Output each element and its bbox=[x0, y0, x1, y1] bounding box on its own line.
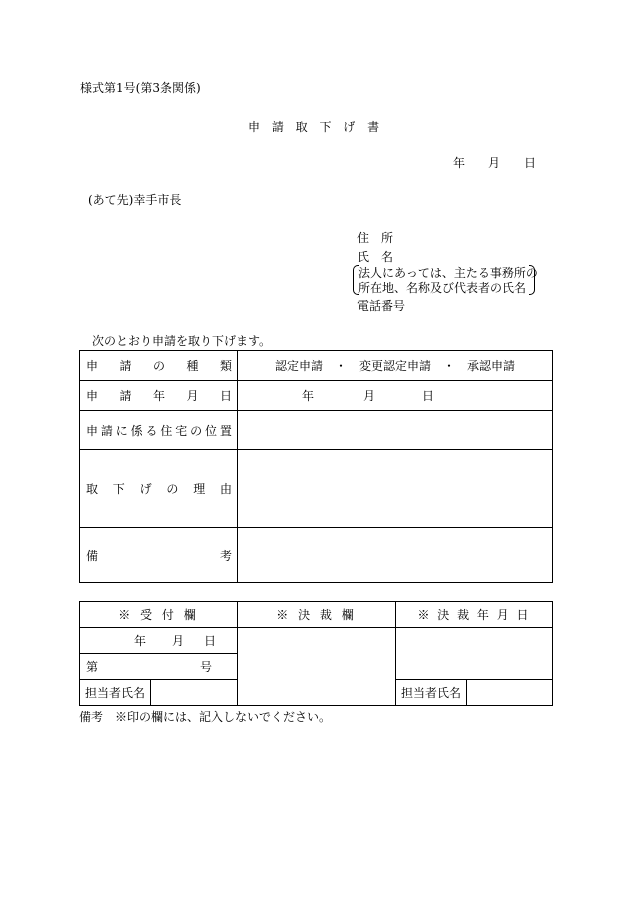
reception-header: ※ 受 付 欄 bbox=[80, 602, 238, 628]
number-suffix: 号 bbox=[200, 660, 213, 674]
person-in-charge-right-field[interactable] bbox=[467, 680, 553, 706]
form-number: 様式第1号(第3条関係) bbox=[80, 81, 201, 95]
footnote: 備考 ※印の欄には、記入しないでください。 bbox=[79, 710, 332, 724]
person-in-charge-left-label: 担当者氏名 bbox=[80, 680, 151, 706]
application-table bbox=[79, 350, 553, 583]
decision-date-field[interactable] bbox=[396, 628, 553, 680]
date-year: 年 bbox=[453, 156, 466, 170]
decision-header: ※ 決 裁 欄 bbox=[238, 602, 396, 628]
date-month: 月 bbox=[488, 156, 501, 170]
application-date-label: 申 請 年 月 日 bbox=[80, 381, 238, 411]
application-type-options[interactable]: 認定申請 ・ 変更認定申請 ・ 承認申請 bbox=[238, 351, 553, 381]
name-label: 氏 名 bbox=[357, 250, 394, 264]
reception-number-cell[interactable] bbox=[80, 654, 238, 680]
person-in-charge-left-field[interactable] bbox=[151, 680, 238, 706]
remarks-field[interactable] bbox=[238, 528, 553, 583]
page-title: 申 請 取 下 げ 書 bbox=[248, 120, 384, 134]
withdrawal-reason-field[interactable] bbox=[238, 450, 553, 528]
corp-note-line2: 所在地、名称及び代表者の氏名 bbox=[358, 281, 527, 295]
phone-label: 電話番号 bbox=[357, 299, 406, 313]
decision-field[interactable] bbox=[238, 628, 396, 706]
reception-date-month: 月 bbox=[172, 634, 185, 648]
remarks-label: 備 考 bbox=[80, 528, 238, 583]
reception-date-day: 日 bbox=[204, 634, 217, 648]
reception-date-cell[interactable] bbox=[80, 628, 238, 654]
application-type-label: 申 請 の 種 類 bbox=[80, 351, 238, 381]
number-prefix: 第 bbox=[86, 660, 99, 674]
housing-location-field[interactable] bbox=[238, 411, 553, 450]
reception-date-year: 年 bbox=[134, 634, 147, 648]
address-label: 住 所 bbox=[357, 231, 394, 245]
application-date-month: 月 bbox=[363, 389, 376, 403]
office-use-table bbox=[79, 601, 553, 706]
application-date-day: 日 bbox=[422, 389, 435, 403]
corp-note-line1: 法人にあっては、主たる事務所の bbox=[358, 266, 538, 280]
intro-text: 次のとおり申請を取り下げます。 bbox=[92, 334, 272, 348]
decision-date-header: ※ 決 裁 年 月 日 bbox=[396, 602, 553, 628]
application-date-cell[interactable] bbox=[238, 381, 553, 411]
withdrawal-reason-label: 取 下 げ の 理 由 bbox=[80, 450, 238, 528]
addressee: (あて先)幸手市長 bbox=[88, 193, 182, 207]
date-day: 日 bbox=[524, 156, 537, 170]
application-date-year: 年 bbox=[302, 389, 315, 403]
person-in-charge-right-label: 担当者氏名 bbox=[396, 680, 467, 706]
housing-location-label: 申 請 に 係 る 住 宅 の 位 置 bbox=[80, 411, 238, 450]
